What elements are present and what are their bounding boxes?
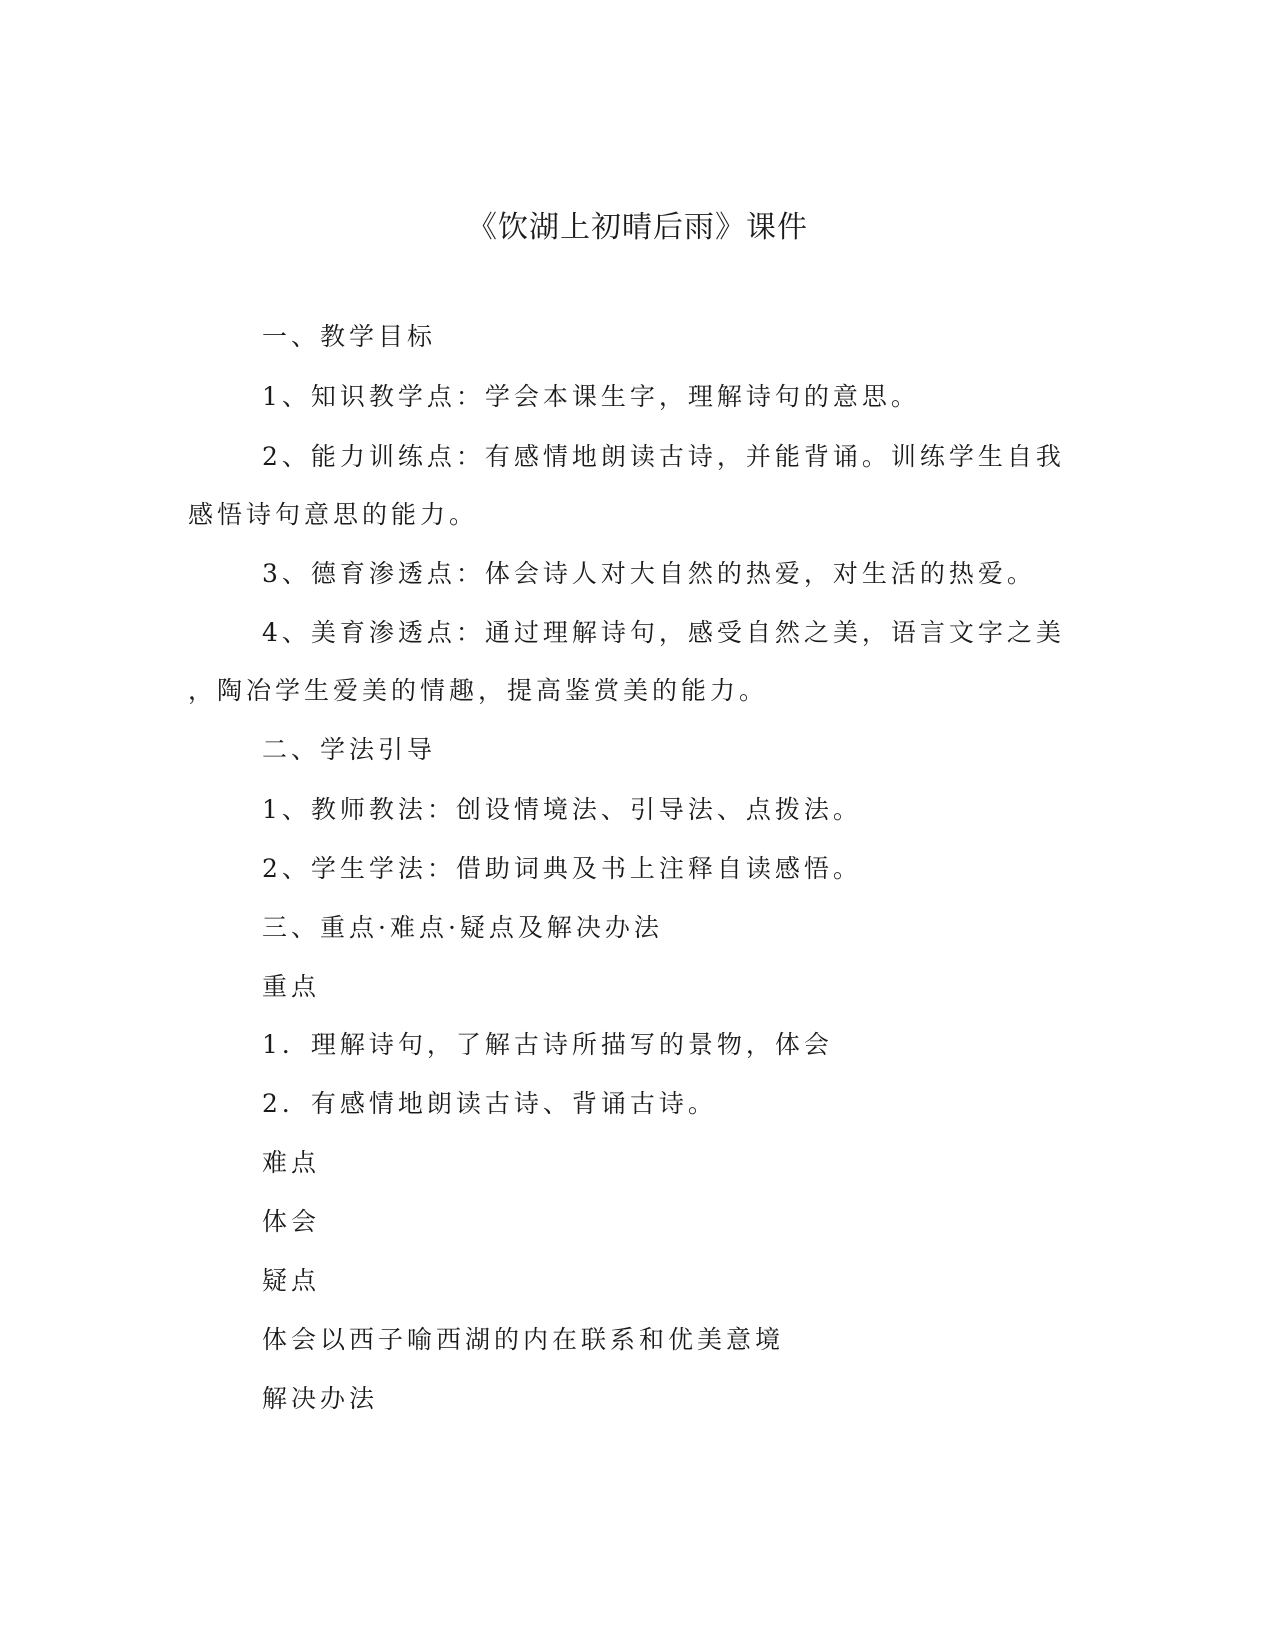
subheading-doubt: 疑点 [262,1266,321,1295]
document-title: 《饮湖上初晴后雨》课件 [467,210,808,245]
section-heading-methods: 二、学法引导 [262,735,437,764]
objective-knowledge: 1、知识教学点：学会本课生字，理解诗句的意思。 [262,382,920,411]
objective-aesthetic-continued: ，陶冶学生爱美的情趣，提高鉴赏美的能力。 [188,676,769,705]
section-heading-objectives: 一、教学目标 [262,322,437,351]
subheading-difficulty: 难点 [262,1148,321,1177]
objective-ability-continued: 感悟诗句意思的能力。 [188,500,479,529]
doubt-text: 体会以西子喻西湖的内在联系和优美意境 [262,1325,785,1354]
method-student: 2、学生学法：借助词典及书上注释自读感悟。 [262,854,862,883]
objective-aesthetic: 4、美育渗透点：通过理解诗句，感受自然之美，语言文字之美 [262,618,1065,647]
difficulty-text: 体会 [262,1207,321,1236]
objective-moral: 3、德育渗透点：体会诗人对大自然的热爱，对生活的热爱。 [262,559,1036,588]
section-heading-key-points: 三、重点·难点·疑点及解决办法 [262,913,663,942]
method-teacher: 1、教师教法：创设情境法、引导法、点拨法。 [262,795,862,824]
subheading-key-point: 重点 [262,972,321,1001]
subheading-solution: 解决办法 [262,1384,379,1413]
key-point-item-2: 2．有感情地朗读古诗、背诵古诗。 [262,1089,717,1118]
key-point-item-1: 1．理解诗句，了解古诗所描写的景物，体会 [262,1030,833,1059]
objective-ability: 2、能力训练点：有感情地朗读古诗，并能背诵。训练学生自我 [262,442,1065,471]
